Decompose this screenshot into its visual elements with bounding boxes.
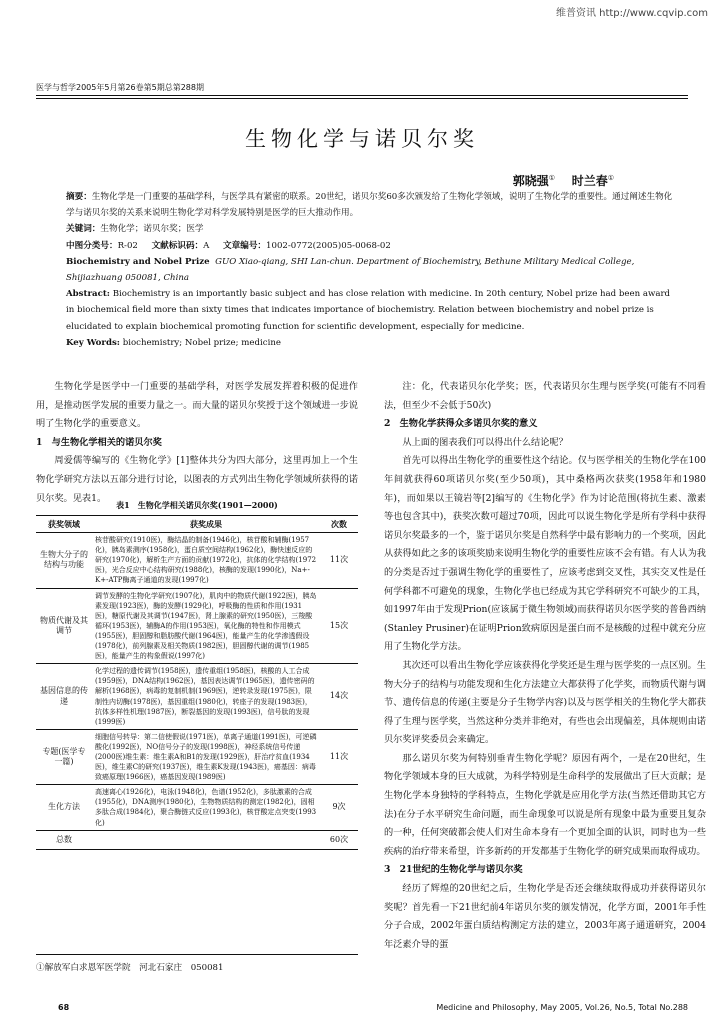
author-2-mark: ① xyxy=(607,174,614,182)
paragraph: 首先可以得出生物化学的重要性这个结论。仅与医学相关的生物化学在100年间就获得60项诺贝尔奖(至少50项)，其中桑格两次获奖(1958年和1980年)，而如果以王镜岩等[2]编写的《生物化学》作为讨论范围(将抗生素、激素等也包含其中)，获奖次数可超过70项，因此可以说生物化学是所有学科中获得诺贝尔奖最多的一个，鉴于诺贝尔奖是自然科学中最有影响力的一个奖项，因此从获得如此之多的该项奖励来说明生物化学的重要性应该不会有错。有人认为我的分类是否过于强调生物化学的重要性了，应该考虑到交叉性，其实交叉性是任何学科都不可避免的现象，生物化学也已经成为其它学科研究不可缺少的工具，如1997年由于发现Prion(应该属于微生物领域)而获得诺贝尔医学奖的普鲁西纳(Stanley Prusiner)在证明Prion致病原因是蛋白而不是核酸的过程中就充分应用了生物化学方法。 xyxy=(384,455,706,653)
table-row xyxy=(36,664,358,730)
items-cell: 细胞信号转导：第二信使假说(1971医)，单离子通道(1991医)，可逆磷酸化(1992医)，NO信号分子的发现(1998医)，神经系统信号传递(2000医)维生素：维生素A和B1的发现(1929医)，肝治疗贫血(1934医)，维生素C的研究(1937医)，维生素K发现(1943医)，癌基因：病毒致癌原理(1966医)，癌基因发现(1989医) xyxy=(92,729,320,784)
keywords-en: Key Words: biochemistry; Nobel prize; medicine xyxy=(66,337,281,348)
table-row xyxy=(36,729,358,784)
table-row xyxy=(36,588,358,664)
keywords-cn: 关键词：生物化学；诺贝尔奖；医学 xyxy=(66,224,204,235)
abstract-en: Abstract: Biochemistry is an importantly basic subject and has close relation with medicine. In 20th century, Nobel prize had been award in biochemical field more than sixty times that indicates importance of biochemistry. Relation between biochemistry and nobel prize is elucidated to explain biochemical promoting function for scientific development, especially for medicine. xyxy=(66,289,671,332)
col-header-count: 次数 xyxy=(320,516,358,533)
right-column xyxy=(384,378,706,954)
field-cell: 物质代谢及其调节 xyxy=(36,588,92,664)
section-1-heading: 1 与生物化学相关的诺贝尔奖 xyxy=(36,436,162,448)
author-1-mark: ① xyxy=(548,174,555,182)
paragraph: 其次还可以看出生物化学应该获得化学奖还是生理与医学奖的一点区别。生物大分子的结构与功能发现和生化方法建立大都获得了化学奖，而物质代谢与调节、遗传信息的传递(主要是分子生物学内容)以及与医学相关的生物化学大都获得了生理与医学奖，当然这种分类并非绝对，有些也会出现偏差，具体规则由诺贝尔奖评奖委员会来确定。 xyxy=(384,659,706,746)
items-cell: 核苷酸研究(1910医)，酶结晶的制备(1946化)，核苷酸和辅酶(1957化)，胰岛素测序(1958化)，蛋白质空间结构(1962化)，酶快速反应的研究(1970化)，解析生产方面的贡献(1972化)，抗体的化学结构(1972医)，光合反应中心结构研究(1988化)，核酶的发现(1990化)，Na+-K+-ATP酶离子通道的发现(1997化) xyxy=(92,533,320,588)
abstract-cn: 摘要：生物化学是一门重要的基础学科，与医学具有紧密的联系。20世纪，诺贝尔奖60多次颁发给了生物化学领域，说明了生物化学的重要性。通过阐述生物化学与诺贝尔奖的关系来说明生物化学对科学发展特别是医学的巨大推动作用。 xyxy=(66,192,673,219)
section-2-heading: 2 生物化学获得众多诺贝尔奖的意义 xyxy=(384,418,538,430)
classification: 中图分类号：R-02 文献标识码：A 文章编号：1002-0772(2005)05-0068-02 xyxy=(66,240,391,251)
count-cell: 9次 xyxy=(320,785,358,830)
items-cell: 化学过程的遗传调节(1958医)，遗传重组(1958医)，核酸的人工合成(1959医)，DNA结构(1962医)，基因表达调节(1965医)，遗传密码的解析(1968医)，病毒的复制机制(1969医)，逆转录发现(1975医)，限制性内切酶(1978医)，基因重组(1980化)，转座子的发现(1983医)，抗体多样性机理(1987医)，断裂基因的发现(1993医)，信号肽的发现(1999医) xyxy=(92,664,320,730)
left-column xyxy=(36,378,358,508)
table-caption: 表1 生物化学相关诺贝尔奖(1901—2000) xyxy=(116,500,278,510)
field-cell: 专题(医学专一篇) xyxy=(36,729,92,784)
col-header-items: 获奖成果 xyxy=(92,516,320,533)
title-en: Biochemistry and Nobel Prize GUO Xiao-qiang, SHI Lan-chun. Department of Biochemistry, Bethune Military Medical College, Shijiazhuang 050081, China xyxy=(66,256,635,284)
table-row xyxy=(36,533,358,588)
field-cell: 生物大分子的结构与功能 xyxy=(36,533,92,588)
nobel-table xyxy=(36,515,358,850)
count-cell: 11次 xyxy=(320,729,358,784)
field-cell: 基因信息的传递 xyxy=(36,664,92,730)
table-row xyxy=(36,785,358,830)
front-matter xyxy=(66,189,678,351)
table-note: 注：化，代表诺贝尔化学奖；医，代表诺贝尔生理与医学奖(可能有不同看法，但至少不会低于50次) xyxy=(384,381,706,411)
count-cell: 11次 xyxy=(320,533,358,588)
items-cell: 调节发酵的生物化学研究(1907化)，肌肉中的物质代谢(1922医)，胰岛素发现(1923医)，酶的发酵(1929化)，呼吸酶的性质和作用(1931医)，糖原代谢及其调节(1947医)，肾上腺素的研究(1950医)，三羧酸循环(1953医)，辅酶A的作用(1953医)，氧化酶的特性和作用模式(1955医)，胆固醇和脂肪酸代谢(1964医)，能量产生的化学渗透假设(1978化)，前列腺素及相关物质(1982医)，胆固醇代谢的调节(1985医)，能量产生的构象假说(1997化) xyxy=(92,588,320,664)
article-title: 生物化学与诺贝尔奖 xyxy=(245,127,479,151)
paragraph: 那么诺贝尔奖为何特别垂青生物化学呢？原因有两个，一是在20世纪，生物化学领域本身的巨大成就，为科学特别是生命科学的发展做出了巨大贡献；是生物化学本身独特的学科特点，生物化学就是应用化学方法(当然还借助其它方法)在分子水平研究生命问题，而生命现象可以说是所有现象中最为重要且复杂的一种，任何突破都会使人们对生命本身有一个更加全面的认识，同时也为一些疾病的治疗带来希望，许多新药的开发都基于生物化学的研究成果而取得成功。 xyxy=(384,752,706,857)
total-label: 总数 xyxy=(36,830,92,849)
section-1-paragraph: 周爱儒等编写的《生物化学》[1]整体共分为四大部分，这里再加上一个生物化学研究方法以五部分进行讨论，以图表的方式列出生物化学领域所获得的诺贝尔奖。见表1。 xyxy=(36,455,358,504)
page-number: 68 xyxy=(58,1003,70,1012)
author-1: 郭晓强 xyxy=(512,174,549,188)
table-header-row xyxy=(36,516,358,533)
col-header-field: 获奖领域 xyxy=(36,516,92,533)
table-total-row xyxy=(36,830,358,849)
intro-paragraph: 生物化学是医学中一门重要的基础学科，对医学发展发挥着积极的促进作用，是推动医学发展的重要力量之一。而大量的诺贝尔奖授于这个领域进一步说明了生物化学的重要意义。 xyxy=(36,381,358,430)
paragraph: 经历了辉煌的20世纪之后，生物化学是否还会继续取得成功并获得诺贝尔奖呢？首先看一下21世纪前4年诺贝尔奖的颁发情况，化学方面，2001年手性分子合成，2002年蛋白质结构测定方法的建立，2003年离子通道研究，2004年泛素介导的蛋 xyxy=(384,883,706,950)
items-cell: 高速离心(1926化)，电泳(1948化)，色谱(1952化)，多肽激素的合成(1955化)，DNA测序(1980化)，生物物质结构的测定(1982化)，固相多肽合成(1984化)，聚合酶链式反应(1993化)，核苷酸定点突变(1993化) xyxy=(92,785,320,830)
footnote: ①解放军白求恩军医学院 河北石家庄 050081 xyxy=(36,954,358,973)
paragraph: 从上面的图表我们可以得出什么结论呢？ xyxy=(402,436,568,448)
field-cell: 生化方法 xyxy=(36,785,92,830)
authors xyxy=(513,172,614,189)
watermark: 维普资讯 http://www.cqvip.com xyxy=(555,8,708,19)
journal-footer: Medicine and Philosophy, May 2005, Vol.26, No.5, Total No.288 xyxy=(436,1003,688,1012)
count-cell: 14次 xyxy=(320,664,358,730)
running-head: 医学与哲学2005年5月第26卷第5期总第288期 xyxy=(36,82,688,96)
author-2: 时兰春 xyxy=(571,174,608,188)
total-value: 60次 xyxy=(320,830,358,849)
section-3-heading: 3 21世纪的生物化学与诺贝尔奖 xyxy=(384,864,523,876)
count-cell: 15次 xyxy=(320,588,358,664)
